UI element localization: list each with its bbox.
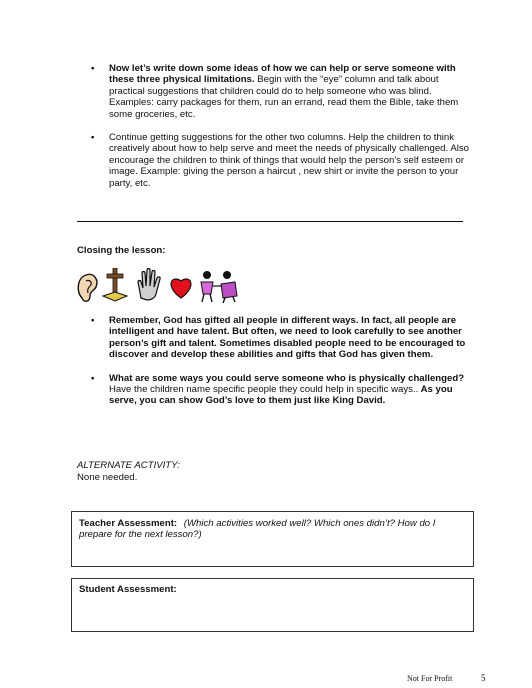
list-item (91, 373, 471, 407)
hand-icon (138, 269, 160, 301)
people-serving-icon (201, 271, 237, 303)
bullet-text: Have the children name specific people they could help in specific ways.. (109, 384, 419, 396)
closing-bullet-list (91, 315, 471, 407)
bullet-marker: • (91, 372, 95, 384)
page-number: 5 (481, 673, 486, 683)
heart-icon (171, 279, 191, 298)
alternate-activity-heading: ALTERNATE ACTIVITY: (77, 460, 180, 471)
ear-icon (78, 274, 97, 301)
ideas-bullet-list (91, 63, 471, 189)
closing-heading: Closing the lesson: (77, 245, 166, 256)
bullet-marker: • (91, 63, 95, 74)
list-item (91, 63, 471, 120)
closing-icons (77, 268, 247, 304)
bullet-marker: • (91, 132, 95, 144)
teacher-assessment-prompt: (Which activities worked well? Which ones didn’t? How do I prepare for the next lesson?) (79, 518, 436, 541)
bullet-bold-text: Now let’s write down some ideas of how we can help or serve someone with these three physical limitations. (109, 63, 456, 86)
footer-note: Not For Profit (407, 674, 453, 683)
student-assessment-label: Student Assessment: (79, 584, 177, 595)
section-divider (77, 221, 463, 222)
alternate-activity-text: None needed. (77, 472, 138, 483)
bullet-marker: • (91, 315, 95, 326)
bullet-bold-text-2: As you serve, you can show God’s love to them just like King David. (109, 384, 453, 407)
bullet-bold-text: Remember, God has gifted all people in different ways. In fact, all people are intelligent and have talent. But often, we need to look carefully to see another person’s gift and talent. Sometimes disabled people need to be encouraged to discover and develop these abilities and gifts that God has given them. (109, 315, 466, 361)
bullet-text: Continue getting suggestions for the other two columns. Help the children to think creatively about how to help serve and meet the needs of physically challenged. Also encourage the children to think of things that would help the person’s self esteem or image. Example: giving the person a haircut , new shirt or invite the person to your party, etc. (109, 132, 469, 189)
teacher-assessment-box (71, 511, 474, 567)
teacher-assessment-label: Teacher Assessment: (79, 518, 178, 529)
cross-bible-icon (103, 268, 127, 301)
student-assessment-box (71, 578, 474, 632)
list-item (91, 132, 471, 189)
bullet-text: Begin with the “eye” column and talk about practical suggestions that children could do to help someone who was blind. Examples: carry packages for them, run an errand, read them the Bible, take them some groceries, etc. (109, 74, 459, 120)
list-item (91, 315, 471, 361)
bullet-bold-text: What are some ways you could serve someone who is physically challenged? (109, 372, 465, 384)
